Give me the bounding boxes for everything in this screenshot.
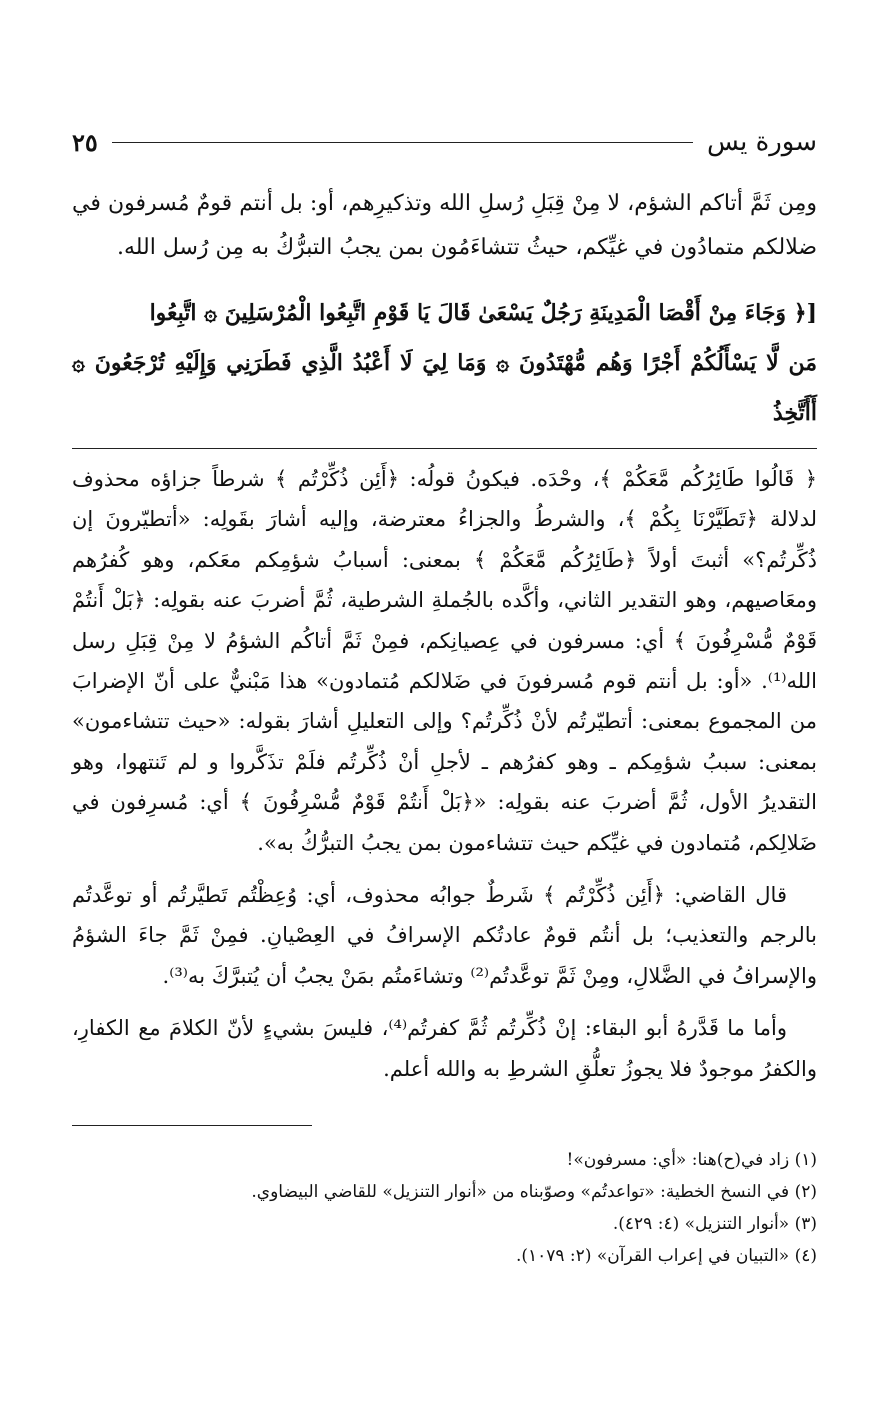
footnote-3: (٣) «أنوار التنزيل» (٤: ٤٢٩).	[612, 1214, 817, 1235]
commentary-paragraph-3: وأما ما قَدَّرهُ أبو البقاء: إنْ ذُكِّرتُم ثُمَّ كفرتُم⁽⁴⁾، فليسَ بشيءٍ لأنّ الكلامَ مع الكفارِ، والكفرُ موجودٌ فلا يجوزُ تعلُّقِ الشرطِ به والله أعلم.	[72, 1016, 817, 1081]
commentary-paragraph-1: ﴿ قَالُوا طَائِرُكُم مَّعَكُمْ ﴾، وحْدَه. فيكونُ قولُه: ﴿أَئِن ذُكِّرْتُم ﴾ شرطاً جزاؤه محذوف لدلالة ﴿تَطَيَّرْنَا بِكُمْ ﴾، والشرطُ والجزاءُ معترضة، وإليه أشارَ بقَولِه: «أتطيّرونَ إن ذُكِّرتُم؟» أثبتَ أولاً ﴿طَائِرُكُم مَّعَكُمْ ﴾ بمعنى: أسبابُ شؤمِكم معَكم، وهو كُفرُهم ومعَاصيهم، وهو التقدير الثاني، وأكَّده بالجُملةِ الشرطية، ثُمَّ أضربَ عنه بقولِه: ﴿بَلْ أَنتُمْ قَوْمٌ مُّسْرِفُونَ ﴾ أي: مسرفون في عِصيانِكم، فمِنْ ثَمَّ أتاكُم الشؤمُ لا مِنْ قِبَلِ رسل الله⁽¹⁾. «أو: بل أنتم قوم مُسرفونَ في ضَلالكم مُتمادون» هذا مَبْنيٌّ على أنّ الإضرابَ من المجموع بمعنى: أتطيّرتُم لأنْ ذُكِّرتُم؟ وإلى التعليلِ أشارَ بقوله: «حيث تتشاءمون» بمعنى: سببُ شؤمِكم ـ وهو كفرُهم ـ لأجلِ أنْ ذُكِّرتُم فلَمْ تذَكَّروا و لم تَنتهوا، وهو التقديرُ الأول، ثُمَّ أضربَ عنه بقولِه: «﴿بَلْ أَنتُمْ قَوْمٌ مُّسْرِفُونَ ﴾ أي: مُسرِفون في ضَلالِكم، مُتمادون في غيِّكم حيث تتشاءمون بمن يجبُ التبرُّكُ به».	[72, 467, 817, 855]
footnote-4: (٤) «التبيان في إعراب القرآن» (٢: ١٠٧٩).	[515, 1246, 817, 1267]
quran-line-2: مَن لَّا يَسْأَلُكُمْ أَجْرًا وَهُم مُّهْتَدُونَ ۞ وَمَا لِيَ لَا أَعْبُدُ الَّذِي فَطَرَنِي وَإِلَيْهِ تُرْجَعُونَ ۞ أَأَتَّخِذُ	[72, 350, 817, 426]
footnote-1: (١) زاد في(ح)هنا: «أي: مسرفون»!	[566, 1150, 817, 1171]
page-number: ٢٥	[72, 127, 98, 157]
commentary-paragraph-2: قال القاضي: ﴿أَئِن ذُكِّرْتُم ﴾ شَرطٌ جوابُه محذوف، أي: وُعِظْتُم تَطيَّرتُم أو توعَّدتُم بالرجم والتعذيب؛ بل أنتُم قومٌ عادتُكم الإسرافُ في العِصْيانِ. فمِنْ ثَمَّ جاءَ الشؤمُ والإسرافُ في الضَّلالِ، ومِنْ ثَمَّ توعَّدتُم⁽²⁾ وتشاءَمتُم بمَنْ يجبُ أن يُتبرَّكَ به⁽³⁾.	[72, 883, 817, 988]
quran-verses	[72, 288, 817, 438]
book-page	[72, 118, 817, 1272]
surah-title: سورة يس	[706, 127, 817, 157]
footnote-2: (٢) في النسخ الخطية: «تواعدتُم» وصوّبناه من «أنوار التنزيل» للقاضي البيضاوي.	[251, 1182, 817, 1203]
main-text-paragraph: ومِن ثَمَّ أتاكم الشؤم، لا مِنْ قِبَلِ رُسلِ الله وتذكيرِهم، أو: بل أنتم قومٌ مُسرفون في ضلالكم متمادُون في غيِّكم، حيثُ تتشاءَمُون بمن يجبُ التبرُّكُ به مِن رُسل الله.	[72, 191, 818, 260]
footnote-divider-wrap	[72, 1089, 817, 1126]
header-rule	[112, 142, 693, 143]
footnotes	[72, 1144, 817, 1272]
running-header	[72, 118, 817, 166]
quran-line-1: [﴿ وَجَاءَ مِنْ أَقْصَا الْمَدِينَةِ رَجُلٌ يَسْعَىٰ قَالَ يَا قَوْمِ اتَّبِعُوا الْمُرْسَلِينَ ۞ اتَّبِعُوا	[149, 300, 817, 326]
section-divider	[72, 448, 817, 449]
footnote-divider	[72, 1125, 312, 1126]
